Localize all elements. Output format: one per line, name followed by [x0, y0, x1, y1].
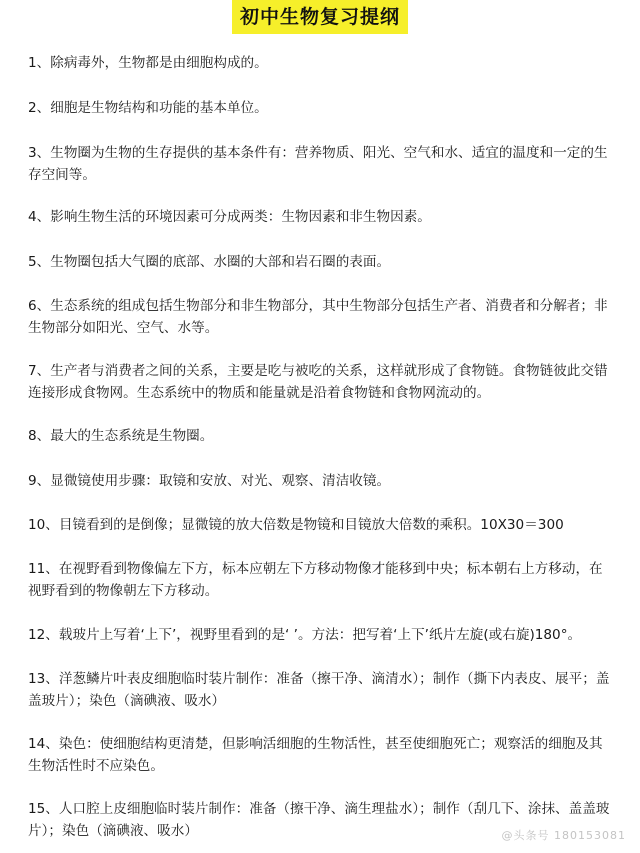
list-item: 5、生物圈包括大气圈的底部、水圈的大部和岩石圈的表面。: [28, 254, 391, 270]
list-item: 7、生产者与消费者之间的关系，主要是吃与被吃的关系，这样就形成了食物链。食物链彼此交错连接形成食物网。生态系统中的物质和能量就是沿着食物链和食物网流动的。: [28, 363, 608, 401]
page-title: 初中生物复习提纲: [232, 0, 408, 34]
list-item: 6、生态系统的组成包括生物部分和非生物部分，其中生物部分包括生产者、消费者和分解者；非生物部分如阳光、空气、水等。: [28, 298, 608, 336]
list-item: 15、人口腔上皮细胞临时装片制作：准备（擦干净、滴生理盐水）；制作（刮几下、涂抹、盖盖玻片）；染色（滴碘液、吸水）: [28, 801, 610, 839]
list-item: 11、在视野看到物像偏左下方，标本应朝左下方移动物像才能移到中央；标本朝右上方移动，在视野看到的物像朝左下方移动。: [28, 561, 603, 599]
list-item: 4、影响生物生活的环境因素可分成两类：生物因素和非生物因素。: [28, 209, 431, 225]
list-item: 13、洋葱鳞片叶表皮细胞临时装片制作：准备（擦干净、滴清水）；制作（撕下内表皮、展平；盖盖玻片）；染色（滴碘液、吸水）: [28, 671, 610, 709]
list-item: 8、最大的生态系统是生物圈。: [28, 428, 214, 444]
watermark: @头条号 180153081: [501, 829, 626, 842]
list-item: 12、载玻片上写着‘上下’，视野里看到的是‘ ’。方法：把写着‘上下’纸片左旋(或右旋)180°。: [28, 627, 582, 643]
list-item: 10、目镜看到的是倒像；显微镜的放大倍数是物镜和目镜放大倍数的乘积。10X30＝300: [28, 517, 564, 533]
list-item: 14、染色：使细胞结构更清楚，但影响活细胞的生物活性，甚至使细胞死亡；观察活的细胞及其生物活性时不应染色。: [28, 736, 603, 774]
list-item: 9、显微镜使用步骤：取镜和安放、对光、观察、清洁收镜。: [28, 473, 391, 489]
list-item: 1、除病毒外，生物都是由细胞构成的。: [28, 55, 268, 71]
list-item: 2、细胞是生物结构和功能的基本单位。: [28, 100, 268, 116]
list-item: 3、生物圈为生物的生存提供的基本条件有：营养物质、阳光、空气和水、适宜的温度和一定的生存空间等。: [28, 145, 608, 183]
